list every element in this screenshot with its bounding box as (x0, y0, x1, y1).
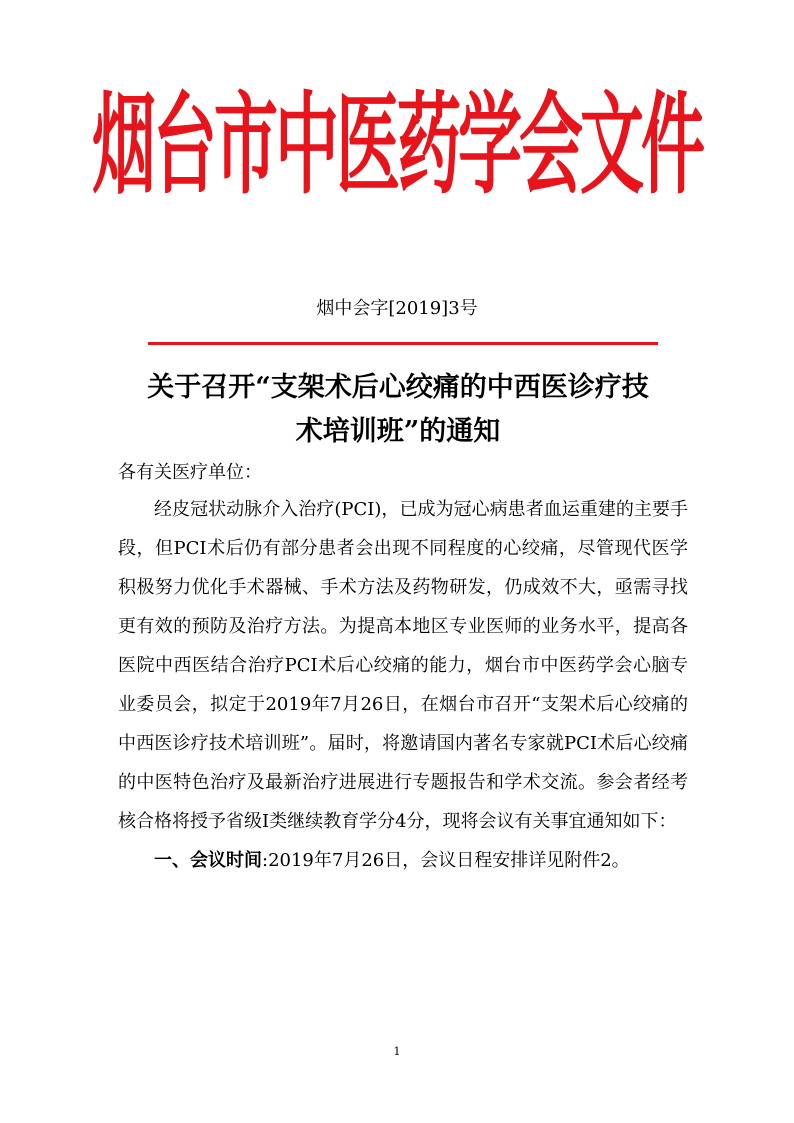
body-paragraph: 经皮冠状动脉介入治疗(PCI)，已成为冠心病患者血运重建的主要手段，但PCI术后仍有部分患者会出现不同程度的心绞痛，尽管现代医学积极努力优化手术器械、手术方法及药物研发，仍成效不大，亟需寻找更有效的预防及治疗方法。为提高本地区专业医师的业务水平，提高各医院中西医结合治疗PCI术后心绞痛的能力，烟台市中医药学会心脑专业委员会，拟定于2019年7月26日，在烟台市召开“支架术后心绞痛的中西医诊疗技术培训班”。届时，将邀请国内著名专家就PCI术后心绞痛的中医特色治疗及最新治疗进展进行专题报告和学术交流。参会者经考核合格将授予省级Ⅰ类继续教育学分4分，现将会议有关事宜通知如下： (118, 499, 688, 832)
notice-title-line-1: 关于召开“支架术后心绞痛的中西医诊疗技 (147, 372, 649, 403)
document-number: 烟中会字[2019]3号 (316, 298, 478, 319)
salutation: 各有关医疗单位： (118, 462, 262, 483)
notice-title (118, 366, 678, 454)
section-meeting-time (118, 841, 688, 880)
section-heading: 一、会议时间 (154, 850, 262, 871)
section-text: :2019年7月26日，会议日程安排详见附件2。 (262, 850, 630, 871)
red-divider-line (148, 342, 658, 345)
letterhead-title: 烟台市中医药学会文件 (92, 83, 702, 211)
notice-body (118, 490, 688, 880)
page-number: 1 (393, 1045, 401, 1058)
notice-title-line-2: 术培训班”的通知 (295, 416, 501, 447)
